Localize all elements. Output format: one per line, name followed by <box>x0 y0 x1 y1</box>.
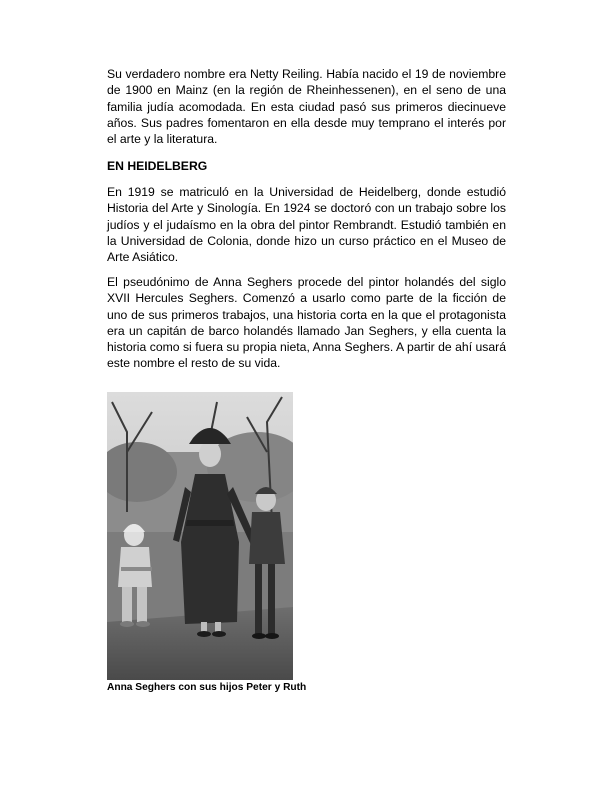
paragraph-early-life: Su verdadero nombre era Netty Reiling. Había nacido el 19 de noviembre de 1900 en Mainz (en la región de Rheinhessenen), en el seno de una familia judía acomodada. En esta ciudad pasó sus primeros diecinueve años. Sus padres fomentaron en ella desde muy temprano el interés por el arte y la literatura. <box>107 67 506 147</box>
paragraph-pseudonym: El pseudónimo de Anna Seghers procede del pintor holandés del siglo XVII Hercules Seghers. Comenzó a usarlo como parte de la ficción de uno de sus primeros trabajos, una historia corta en la que el protagonista era un capitán de barco holandés llamado Jan Seghers, y ella cuenta la historia como si fuera su propia nieta, Anna Seghers. A partir de ahí usará este nombre el resto de su vida. <box>107 275 506 371</box>
family-photo <box>107 392 293 680</box>
paragraph-heidelberg: En 1919 se matriculó en la Universidad de Heidelberg, donde estudió Historia del Arte y Sinología. En 1924 se doctoró con un trabajo sobre los judíos y el judaísmo en la obra del pintor Rembrandt. Estudió también en la Universidad de Colonia, donde hizo un curso práctico en el Museo de Arte Asiático. <box>107 185 506 265</box>
family-photo-illustration <box>107 392 293 680</box>
section-heading: EN HEIDELBERG <box>107 159 208 173</box>
photo-caption: Anna Seghers con sus hijos Peter y Ruth <box>107 682 307 693</box>
